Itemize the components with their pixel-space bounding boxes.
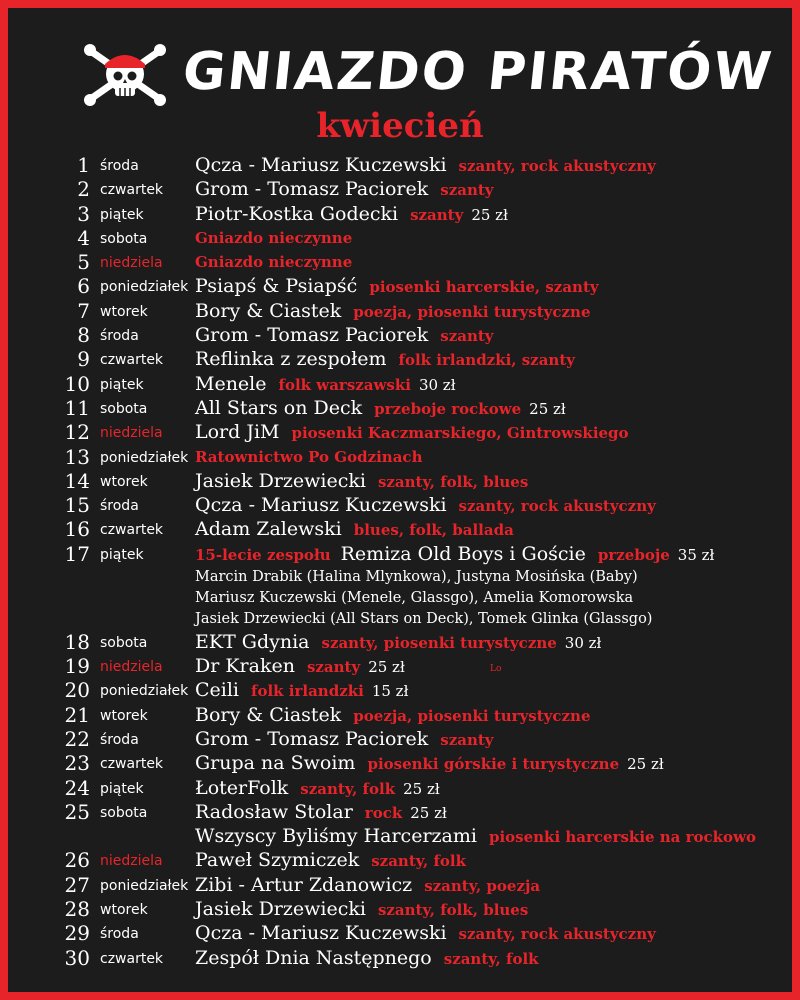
event-genre: szanty, piosenki turystyczne xyxy=(321,633,557,652)
event-band: Ceili xyxy=(195,679,240,702)
event-genre: piosenki Kaczmarskiego, Gintrowskiego xyxy=(291,424,629,443)
event-band: Wszyscy Byliśmy Harcerzami xyxy=(195,825,477,848)
event-day-number: 5 xyxy=(77,250,90,275)
event-band: Lord JiM xyxy=(195,421,280,444)
event-row xyxy=(8,372,792,396)
event-genre: poezja, piosenki turystyczne xyxy=(353,706,591,725)
event-band: All Stars on Deck xyxy=(195,396,363,419)
event-content xyxy=(195,751,792,776)
event-genre: szanty, folk xyxy=(371,852,467,871)
event-weekday: sobota xyxy=(100,634,148,651)
event-band: Gniazdo nieczynne xyxy=(195,253,353,272)
event-weekday: poniedziałek xyxy=(100,449,189,466)
event-content xyxy=(195,445,792,469)
event-content xyxy=(195,274,792,299)
event-genre: szanty, rock akustyczny xyxy=(458,157,656,175)
event-price: 35 zł xyxy=(677,545,715,564)
event-price: 30 zł xyxy=(564,633,602,652)
event-day-number: 26 xyxy=(64,848,90,873)
event-content xyxy=(195,873,792,898)
event-row xyxy=(8,727,792,751)
event-band: Dr Kraken xyxy=(195,655,295,678)
event-weekday: czwartek xyxy=(100,756,164,773)
event-weekday: środa xyxy=(100,328,139,345)
event-genre: rock xyxy=(364,803,403,822)
event-band: Grom - Tomasz Paciorek xyxy=(195,727,429,750)
event-content xyxy=(195,921,792,946)
event-weekday: środa xyxy=(100,926,139,943)
event-band: Menele xyxy=(195,372,267,395)
event-content xyxy=(195,800,792,825)
event-content xyxy=(195,630,792,655)
event-content xyxy=(195,848,792,873)
event-band: Piotr-Kostka Godecki xyxy=(195,202,399,225)
event-row xyxy=(8,493,792,517)
event-row xyxy=(8,654,792,678)
event-row xyxy=(8,946,792,970)
event-day-number: 30 xyxy=(64,945,90,970)
event-genre: szanty, poezja xyxy=(424,876,541,895)
event-genre: przeboje xyxy=(597,545,670,564)
event-row xyxy=(8,396,792,420)
event-day-number: 6 xyxy=(77,274,90,299)
event-day-number: 19 xyxy=(64,654,90,679)
event-band: Gniazdo nieczynne xyxy=(195,228,353,247)
event-band: Jasiek Drzewiecki xyxy=(195,898,366,921)
event-content xyxy=(195,727,792,752)
event-weekday: niedziela xyxy=(100,853,163,870)
event-row xyxy=(8,776,792,800)
event-band: Bory & Ciastek xyxy=(195,703,342,726)
event-day-number: 29 xyxy=(64,921,90,946)
event-row xyxy=(8,445,792,469)
event-band: Grom - Tomasz Paciorek xyxy=(195,324,429,347)
event-band: Jasiek Drzewiecki xyxy=(195,469,366,492)
event-weekday: wtorek xyxy=(100,707,148,724)
event-band: Grom - Tomasz Paciorek xyxy=(195,178,429,201)
venue-title: GNIAZDO PIRATÓW xyxy=(179,42,776,102)
event-weekday: środa xyxy=(100,498,139,515)
event-band: Qcza - Mariusz Kuczewski xyxy=(195,154,447,176)
header xyxy=(8,28,792,108)
event-weekday: sobota xyxy=(100,230,148,247)
event-genre: blues, folk, ballada xyxy=(353,521,514,540)
event-band: Adam Zalewski xyxy=(195,518,342,541)
event-weekday: piątek xyxy=(100,206,144,223)
event-genre: piosenki górskie i turystyczne xyxy=(367,755,620,774)
event-row xyxy=(8,630,792,654)
event-genre: folk irlandzki xyxy=(251,682,364,701)
event-genre: poezja, piosenki turystyczne xyxy=(353,302,591,321)
event-day-number: 16 xyxy=(64,517,90,542)
event-row xyxy=(8,420,792,444)
poster xyxy=(8,8,792,992)
event-genre: piosenki harcerskie, szanty xyxy=(369,278,599,297)
event-content xyxy=(195,372,792,397)
event-day-number: 12 xyxy=(64,420,90,445)
event-band: Bory & Ciastek xyxy=(195,299,342,322)
event-row xyxy=(8,226,792,250)
event-day-number: 8 xyxy=(77,323,90,348)
event-row xyxy=(8,274,792,298)
event-weekday: wtorek xyxy=(100,473,148,490)
event-genre: przeboje rockowe xyxy=(374,399,522,418)
event-band: Psiapś & Psiapść xyxy=(195,275,358,298)
event-genre: szanty, folk xyxy=(300,779,396,798)
event-band: Zibi - Artur Zdanowicz xyxy=(195,873,413,896)
event-day-number: 22 xyxy=(64,726,90,751)
event-weekday: sobota xyxy=(100,804,148,821)
event-row xyxy=(8,469,792,493)
event-band: Grupa na Swoim xyxy=(195,752,356,775)
event-price: 25 zł xyxy=(368,658,405,677)
event-weekday: czwartek xyxy=(100,182,164,199)
event-weekday: piątek xyxy=(100,546,144,563)
event-band: Paweł Szymiczek xyxy=(195,849,360,872)
event-day-number: 4 xyxy=(77,225,90,250)
event-day-number: 7 xyxy=(77,298,90,323)
event-row xyxy=(8,873,792,897)
event-content xyxy=(195,250,792,274)
event-weekday: środa xyxy=(100,158,139,174)
event-weekday: niedziela xyxy=(100,425,163,442)
event-price: 25 zł xyxy=(403,779,440,798)
event-genre: szanty xyxy=(440,181,494,200)
event-weekday: czwartek xyxy=(100,352,164,369)
event-content xyxy=(195,153,792,178)
event-row xyxy=(8,517,792,541)
event-weekday: niedziela xyxy=(100,659,163,676)
event-guest-line: Jasiek Drzewiecki (All Stars on Deck), Tomek Glinka (Glassgo) xyxy=(195,610,653,627)
event-genre: szanty xyxy=(306,658,361,677)
event-weekday: czwartek xyxy=(100,522,164,539)
event-band: Radosław Stolar xyxy=(195,800,353,823)
event-content xyxy=(195,542,792,567)
event-price: 30 zł xyxy=(418,375,456,394)
event-weekday: sobota xyxy=(100,400,148,417)
event-content xyxy=(195,517,792,542)
event-genre: piosenki harcerskie na rockowo xyxy=(488,828,756,847)
event-day-number: 15 xyxy=(64,493,90,518)
event-band: Qcza - Mariusz Kuczewski xyxy=(195,922,447,945)
event-day-number: 9 xyxy=(77,347,90,372)
stray-mark: Lo xyxy=(490,664,502,674)
event-price: 25 zł xyxy=(627,755,664,774)
event-content xyxy=(195,347,792,372)
event-content xyxy=(195,323,792,348)
event-band: Remiza Old Boys i Goście xyxy=(340,542,586,565)
event-genre: folk irlandzki, szanty xyxy=(398,351,575,370)
event-row xyxy=(8,800,792,824)
event-weekday: niedziela xyxy=(100,255,163,272)
event-guest-line: Mariusz Kuczewski (Menele, Glassgo), Amelia Komorowska xyxy=(195,589,634,606)
event-content xyxy=(195,420,792,445)
event-day-number: 20 xyxy=(64,678,90,703)
event-price: 25 zł xyxy=(471,205,508,224)
event-weekday: wtorek xyxy=(100,902,148,919)
event-row xyxy=(8,897,792,921)
event-day-number: 14 xyxy=(64,468,90,493)
event-weekday: czwartek xyxy=(100,950,164,967)
event-weekday: wtorek xyxy=(100,303,148,320)
event-genre: szanty, folk, blues xyxy=(377,472,529,491)
event-weekday: poniedziałek xyxy=(100,877,189,894)
event-content xyxy=(195,226,792,250)
event-band: Reflinka z zespołem xyxy=(195,348,387,371)
event-content xyxy=(195,824,792,849)
event-weekday: poniedziałek xyxy=(100,279,189,296)
event-day-number: 17 xyxy=(64,541,90,566)
event-genre: szanty, folk xyxy=(443,949,539,968)
event-row xyxy=(8,824,792,848)
event-genre: szanty xyxy=(440,327,494,346)
event-row xyxy=(8,347,792,371)
event-guest-line: Marcin Drabik (Halina Mlynkowa), Justyna Mosińska (Baby) xyxy=(195,568,638,585)
event-band: Qcza - Mariusz Kuczewski xyxy=(195,494,447,517)
skull-crossbones-icon xyxy=(80,40,170,110)
event-genre: szanty xyxy=(440,730,494,749)
event-row xyxy=(8,202,792,226)
event-day-number: 21 xyxy=(64,702,90,727)
event-genre: szanty, rock akustyczny xyxy=(458,497,656,516)
event-content xyxy=(195,946,792,971)
event-row xyxy=(8,703,792,727)
event-band: ŁoterFolk xyxy=(195,776,289,799)
event-day-number: 13 xyxy=(64,444,90,469)
event-weekday: piątek xyxy=(100,376,144,393)
event-content xyxy=(195,177,792,202)
event-band: Zespół Dnia Następnego xyxy=(195,946,432,969)
event-content xyxy=(195,493,792,518)
event-genre: folk warszawski xyxy=(278,375,411,394)
event-band: EKT Gdynia xyxy=(195,630,310,653)
event-weekday: piątek xyxy=(100,780,144,797)
event-row xyxy=(8,153,792,177)
event-weekday: środa xyxy=(100,731,139,748)
event-day-number: 2 xyxy=(77,177,90,202)
event-day-number: 27 xyxy=(64,872,90,897)
event-row xyxy=(8,250,792,274)
event-day-number: 18 xyxy=(64,629,90,654)
event-row xyxy=(8,921,792,945)
event-weekday: poniedziałek xyxy=(100,683,189,700)
event-genre: szanty, rock akustyczny xyxy=(458,925,656,944)
event-content xyxy=(195,703,792,728)
event-row xyxy=(8,751,792,775)
event-price: 25 zł xyxy=(410,803,447,822)
event-day-number: 3 xyxy=(77,201,90,226)
schedule-list xyxy=(8,153,792,970)
event-genre: szanty xyxy=(410,205,464,224)
event-day-number: 10 xyxy=(64,371,90,396)
event-content xyxy=(195,396,792,421)
event-row xyxy=(8,848,792,872)
event-day-number: 25 xyxy=(64,799,90,824)
event-row xyxy=(8,678,792,702)
event-day-number: 1 xyxy=(77,153,90,177)
event-row xyxy=(8,299,792,323)
event-content xyxy=(195,776,792,801)
event-occasion: 15-lecie zespołu xyxy=(195,545,331,564)
event-content xyxy=(195,202,792,227)
event-price: 15 zł xyxy=(371,682,409,701)
event-day-number: 23 xyxy=(64,751,90,776)
event-content xyxy=(195,678,792,703)
month-heading: kwiecień xyxy=(316,106,484,146)
event-row xyxy=(8,542,792,630)
event-price: 25 zł xyxy=(529,399,566,418)
event-day-number: 24 xyxy=(64,775,90,800)
event-genre: szanty, folk, blues xyxy=(377,901,529,920)
event-content xyxy=(195,469,792,494)
event-content xyxy=(195,299,792,324)
event-row xyxy=(8,323,792,347)
event-day-number: 28 xyxy=(64,897,90,922)
event-day-number: 11 xyxy=(64,395,90,420)
event-row xyxy=(8,177,792,201)
event-band: Ratownictwo Po Godzinach xyxy=(195,447,423,466)
event-content xyxy=(195,897,792,922)
